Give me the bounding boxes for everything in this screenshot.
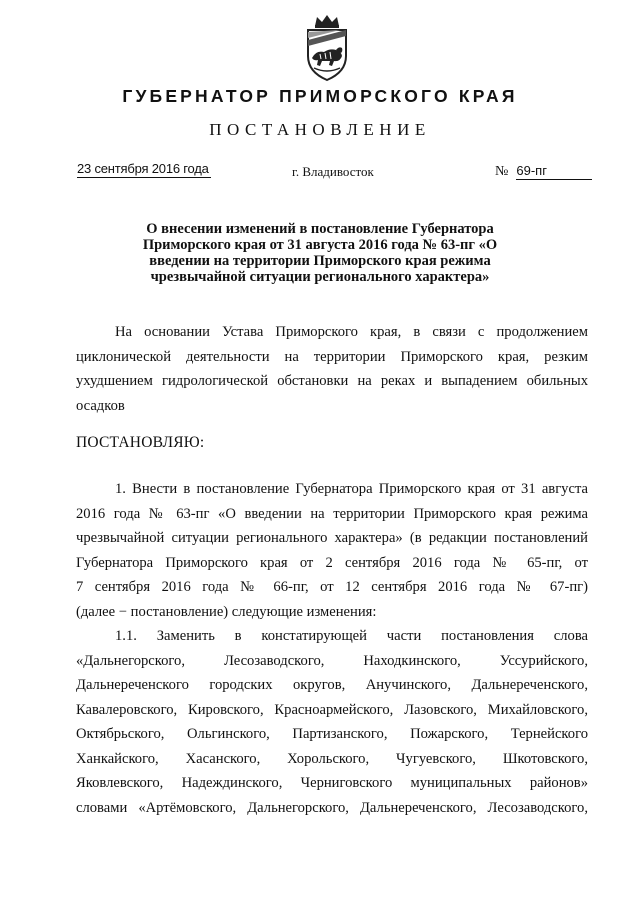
title-line: О внесении изменений в постановление Губернатора — [146, 221, 494, 237]
resolution-heading: ПОСТАНОВЛЯЮ: — [76, 434, 205, 451]
document-number — [495, 163, 592, 180]
text-line: 7 сентября 2016 года № 66-пг, от 12 сентября 2016 года № 67-пг) — [76, 579, 588, 595]
text-line: чрезвычайной ситуации регионального характера» (в редакции постановлений — [76, 530, 588, 546]
text-line: Кавалеровского, Кировского, Красноармейского, Лазовского, Михайловского, — [76, 701, 588, 718]
text-line: 1.1. Заменить в констатирующей части постановления слова — [115, 628, 588, 644]
preamble-paragraph — [76, 321, 588, 419]
text-line: На основании Устава Приморского края, в связи с продолжением — [115, 324, 588, 340]
number-sign: № — [495, 164, 509, 179]
coat-of-arms-emblem-icon — [296, 14, 358, 84]
text-line: Яковлевского, Надеждинского, Черниговского муниципальных районов» — [76, 775, 588, 791]
document-place: г. Владивосток — [292, 164, 374, 179]
text-line: 2016 года № 63-пг «О введении на территории Приморского края режима — [76, 505, 588, 522]
text-line: осадков — [76, 397, 125, 414]
title-line: чрезвычайной ситуации регионального характера» — [150, 269, 490, 285]
text-line: «Дальнегорского, Лесозаводского, Находкинского, Уссурийского, — [76, 652, 588, 669]
text-line: Губернатора Приморского края от 2 сентября 2016 года № 65-пг, от — [76, 554, 588, 571]
authority-heading: ГУБЕРНАТОР ПРИМОРСКОГО КРАЯ — [122, 86, 518, 106]
document-title — [80, 221, 560, 285]
resolution-points — [76, 478, 588, 821]
text-line: Октябрьского, Ольгинского, Партизанского, Пожарского, Тернейского — [76, 726, 588, 742]
text-line: (далее − постановление) следующие изменения: — [76, 603, 377, 620]
number-value: 69-пг — [516, 163, 592, 180]
title-line: Приморского края от 31 августа 2016 года № 63-пг «О — [142, 237, 498, 253]
text-line: Дальнереченского городских округов, Анучинского, Дальнереченского, — [76, 677, 588, 693]
text-line: ухудшением гидрологической обстановки на реках и выпадением обильных — [76, 373, 588, 389]
text-line: циклонической деятельности на территории Приморского края, резким — [76, 348, 588, 365]
text-line: словами «Артёмовского, Дальнегорского, Дальнереченского, Лесозаводского, — [76, 799, 588, 816]
document-date: 23 сентября 2016 года — [77, 161, 209, 176]
document-type-heading: ПОСТАНОВЛЕНИЕ — [209, 120, 431, 139]
text-line: 1. Внести в постановление Губернатора Приморского края от 31 августа — [115, 481, 588, 497]
text-line: Ханкайского, Хасанского, Хорольского, Чугуевского, Шкотовского, — [76, 750, 588, 767]
title-line: введении на территории Приморского края режима — [149, 253, 491, 269]
